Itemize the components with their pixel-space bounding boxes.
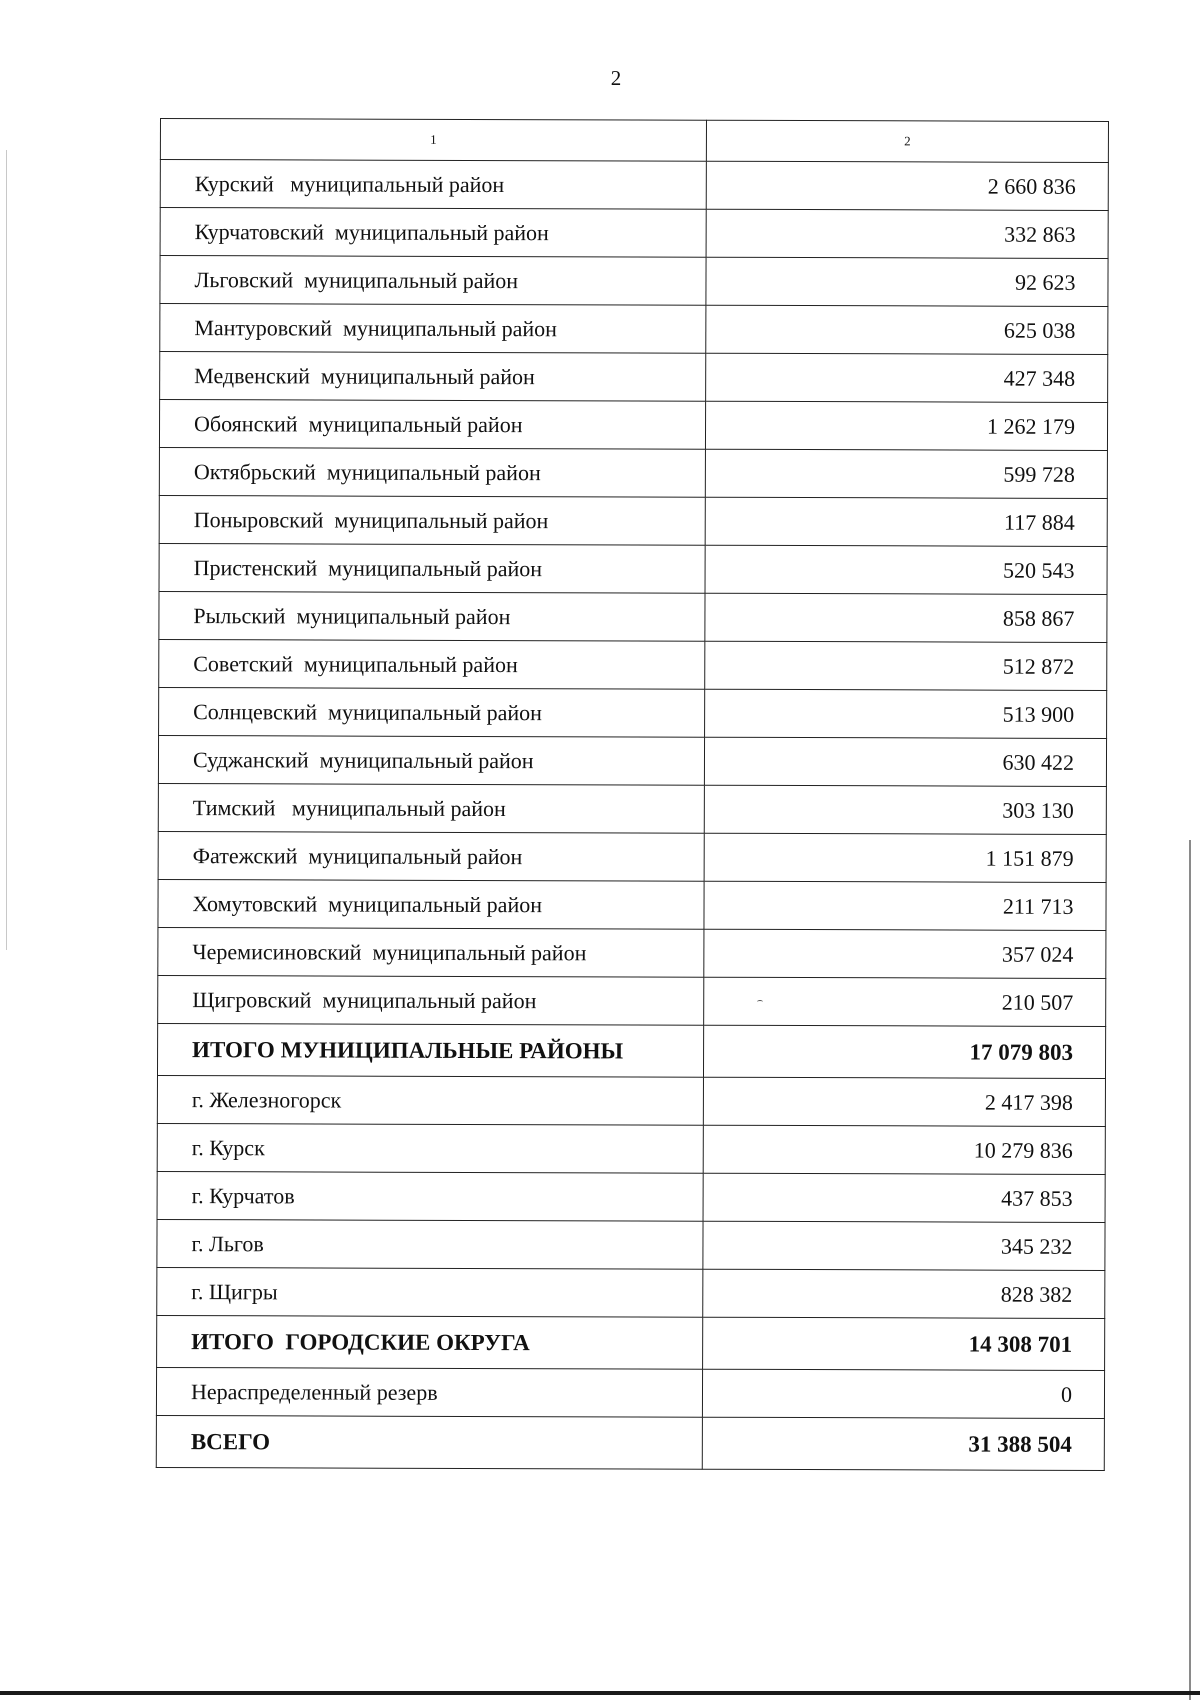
total-cities-label: ИТОГО ГОРОДСКИЕ ОКРУГА [157,1315,703,1369]
district-name: Тимский муниципальный район [158,783,704,833]
table-row [160,304,1108,355]
city-value: 10 279 836 [703,1125,1105,1174]
district-name: Хомутовский муниципальный район [158,879,704,929]
district-name: Пристенский муниципальный район [159,543,705,593]
district-value: 357 024 [704,929,1106,978]
column-header-1: 1 [160,119,706,162]
table-row [157,1075,1105,1126]
reserve-value: 0 [702,1369,1104,1418]
district-name: Рыльский муниципальный район [159,591,705,641]
table-row [159,639,1107,690]
table-row [157,1219,1105,1270]
scan-bottom-edge-line [0,1691,1200,1695]
district-value: 625 038 [706,305,1108,354]
table-row [158,735,1106,786]
total-cities-value: 14 308 701 [703,1317,1105,1370]
city-name: г. Щигры [157,1267,703,1317]
table-row [159,400,1107,451]
scan-right-edge-line [1189,840,1191,1700]
table-row [157,1123,1105,1174]
table-row [159,543,1107,594]
district-value: 117 884 [705,497,1107,546]
district-name: Солнцевский муниципальный район [159,687,705,737]
total-districts-label: ИТОГО МУНИЦИПАЛЬНЫЕ РАЙОНЫ [157,1023,703,1077]
district-value: 858 867 [705,593,1107,642]
district-value: 513 900 [705,689,1107,738]
total-districts-value: 17 079 803 [703,1025,1105,1078]
total-cities-row [157,1315,1105,1370]
table-row [157,1267,1105,1318]
grand-total-row [156,1415,1104,1470]
district-value: 520 543 [705,545,1107,594]
table-row [160,160,1108,211]
column-header-2: 2 [706,120,1108,162]
table-row [158,783,1106,834]
district-name: Медвенский муниципальный район [160,352,706,402]
district-value: 332 863 [706,209,1108,258]
district-value: 630 422 [704,737,1106,786]
district-name: Суджанский муниципальный район [158,735,704,785]
table-row [157,1171,1105,1222]
table-row [158,927,1106,978]
table-row [158,975,1106,1026]
table-row [159,591,1107,642]
district-name: Льговский муниципальный район [160,256,706,306]
district-name: Черемисиновский муниципальный район [158,927,704,977]
district-value: 512 872 [705,641,1107,690]
district-value: 427 348 [706,353,1108,402]
city-value: 828 382 [703,1269,1105,1318]
district-value: 599 728 [705,449,1107,498]
district-name: Щигровский муниципальный район [158,975,704,1025]
city-name: г. Железногорск [157,1075,703,1125]
city-value: 2 417 398 [703,1077,1105,1126]
reserve-row [156,1367,1104,1418]
scan-left-edge-line [6,150,7,950]
district-name: Октябрьский муниципальный район [159,447,705,497]
table-row [160,256,1108,307]
district-value: 92 623 [706,257,1108,306]
city-value: 345 232 [703,1221,1105,1270]
table-row [159,447,1107,498]
grand-total-value: 31 388 504 [702,1417,1104,1470]
city-name: г. Курск [157,1123,703,1173]
table-row [159,495,1107,546]
city-name: г. Льгов [157,1219,703,1269]
district-value: 303 130 [704,785,1106,834]
district-name: Советский муниципальный район [159,639,705,689]
district-name: Поныровский муниципальный район [159,495,705,545]
district-value: 1 262 179 [705,401,1107,450]
district-name: Фатежский муниципальный район [158,831,704,881]
district-value: 1 151 879 [704,833,1106,882]
district-name: Курчатовский муниципальный район [160,208,706,258]
district-value: 210 507 [704,977,1106,1026]
table-row [158,879,1106,930]
city-name: г. Курчатов [157,1171,703,1221]
district-name: Курский муниципальный район [160,160,706,210]
district-value: 2 660 836 [706,161,1108,210]
reserve-label: Нераспределенный резерв [156,1367,702,1417]
table-row [160,352,1108,403]
district-name: Обоянский муниципальный район [159,400,705,450]
district-name: Мантуровский муниципальный район [160,304,706,354]
total-districts-row [157,1023,1105,1078]
budget-table [156,118,1109,1471]
page-number: 2 [610,66,622,90]
table-row [158,831,1106,882]
district-value: 211 713 [704,881,1106,930]
grand-total-label: ВСЕГО [156,1415,702,1469]
city-value: 437 853 [703,1173,1105,1222]
table-row [159,687,1107,738]
table-row [160,208,1108,259]
table-header-row [160,119,1108,163]
